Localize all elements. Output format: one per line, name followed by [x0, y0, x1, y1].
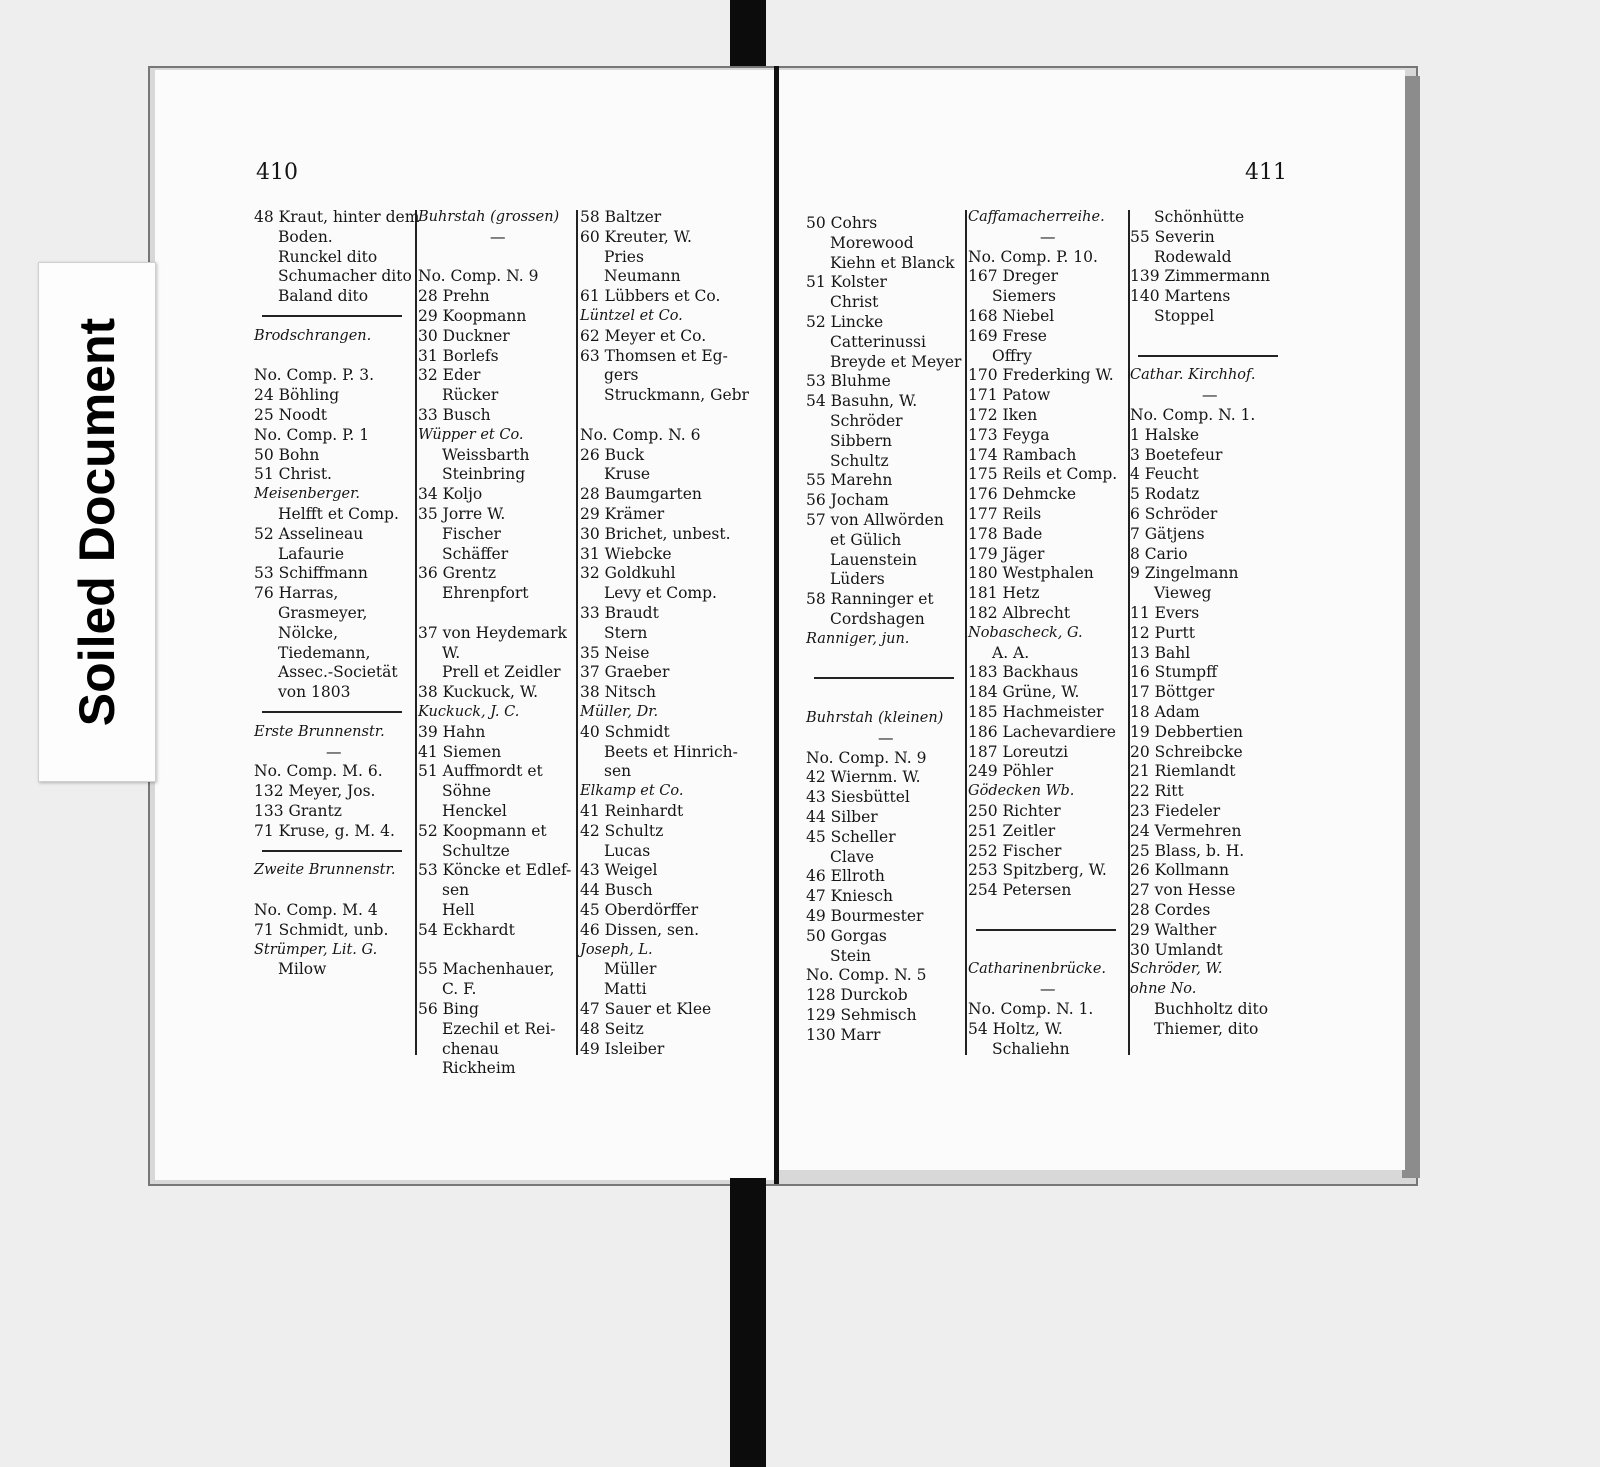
- street-heading: Buhrstah (kleinen): [806, 710, 944, 726]
- street-heading: ohne No.: [1130, 981, 1197, 998]
- directory-entry: Christ: [830, 293, 879, 312]
- left-page-number: 410: [256, 160, 298, 185]
- stamp-label: Soiled Document: [69, 317, 125, 727]
- directory-entry: 53 Schiffmann: [254, 564, 368, 583]
- directory-entry: 41 Siemen: [418, 742, 502, 761]
- directory-entry: Ehrenpfort: [442, 584, 529, 603]
- directory-entry: 60 Kreuter, W.: [580, 227, 692, 246]
- directory-entry: gers: [604, 366, 639, 385]
- directory-entry: A. A.: [992, 643, 1030, 662]
- directory-entry: 252 Fischer: [968, 841, 1062, 860]
- directory-entry: 37 von Heydemark: [418, 623, 567, 642]
- directory-entry: 54 Eckhardt: [418, 920, 515, 939]
- directory-entry: Schaliehn: [992, 1039, 1070, 1058]
- directory-entry: Matti: [604, 980, 647, 999]
- directory-entry: 33 Braudt: [580, 604, 659, 622]
- directory-entry: Buchholtz dito: [1154, 1000, 1269, 1018]
- directory-entry: 171 Patow: [968, 386, 1051, 405]
- directory-entry: 128 Durckob: [806, 986, 908, 1005]
- street-heading: Zweite Brunnenstr.: [254, 862, 396, 879]
- section-divider: [262, 711, 402, 713]
- directory-entry: —: [490, 227, 506, 246]
- directory-entry: 185 Hachmeister: [968, 703, 1104, 721]
- directory-entry: 184 Grüne, W.: [968, 683, 1080, 702]
- directory-entry: 181 Hetz: [968, 584, 1040, 603]
- directory-entry: 180 Westphalen: [968, 564, 1094, 583]
- directory-entry: 50 Gorgas: [806, 926, 887, 945]
- directory-entry: 61 Lübbers et Co.: [580, 287, 721, 306]
- column-rule: [576, 210, 578, 1055]
- street-heading: Ranniger, jun.: [806, 630, 910, 647]
- directory-entry: 11 Evers: [1130, 604, 1200, 622]
- section-divider: [976, 929, 1116, 931]
- directory-entry: 26 Buck: [580, 445, 645, 464]
- directory-entry: Vieweg: [1154, 584, 1212, 603]
- directory-entry: Offry: [992, 346, 1032, 365]
- directory-entry: Schultz: [830, 451, 889, 470]
- directory-entry: sen: [604, 762, 632, 781]
- street-heading: Meisenberger.: [254, 486, 361, 503]
- directory-entry: 3 Boetefeur: [1130, 445, 1223, 464]
- directory-entry: 13 Bahl: [1130, 643, 1191, 662]
- directory-entry: 250 Richter: [968, 802, 1061, 820]
- directory-entry: 174 Rambach: [968, 445, 1077, 464]
- directory-entry: 47 Sauer et Klee: [580, 1000, 712, 1018]
- directory-entry: Stoppel: [1154, 307, 1215, 325]
- directory-entry: No. Comp. P. 1: [254, 425, 370, 444]
- directory-entry: 29 Koopmann: [418, 307, 527, 325]
- directory-entry: —: [326, 742, 342, 761]
- directory-entry: 44 Silber: [806, 808, 878, 826]
- directory-entry: 24 Böhling: [254, 386, 340, 405]
- directory-entry: No. Comp. P. 10.: [968, 247, 1098, 266]
- street-heading: Joseph, L.: [580, 941, 653, 958]
- directory-entry: 8 Cario: [1130, 544, 1188, 563]
- directory-entry: 16 Stumpff: [1130, 663, 1218, 682]
- directory-entry: Nölcke,: [278, 623, 339, 642]
- directory-entry: Cordshagen: [830, 610, 925, 628]
- street-heading: Kuckuck, J. C.: [418, 704, 520, 720]
- directory-entry: 133 Grantz: [254, 802, 342, 820]
- directory-entry: 50 Cohrs: [806, 214, 878, 232]
- section-divider: [262, 850, 402, 852]
- directory-entry: 18 Adam: [1130, 703, 1200, 721]
- directory-entry: No. Comp. P. 3.: [254, 366, 375, 385]
- directory-entry: 176 Dehmcke: [968, 485, 1077, 504]
- directory-entry: 53 Bluhme: [806, 372, 891, 391]
- directory-entry: Thiemer, dito: [1154, 1019, 1259, 1038]
- directory-entry: 49 Bourmester: [806, 907, 924, 925]
- directory-entry: Lüders: [830, 570, 885, 589]
- right-page-number: 411: [1245, 160, 1287, 185]
- soiled-document-stamp: [38, 262, 156, 782]
- book-gutter: [774, 66, 779, 1184]
- directory-entry: 51 Christ.: [254, 465, 332, 484]
- directory-entry: Assec.-Societät: [278, 663, 398, 682]
- directory-entry: Clave: [830, 847, 874, 866]
- directory-entry: et Gülich: [830, 530, 902, 549]
- directory-entry: 173 Feyga: [968, 425, 1050, 444]
- street-heading: Strümper, Lit. G.: [254, 941, 378, 958]
- directory-entry: Söhne: [442, 782, 492, 801]
- directory-entry: 30 Brichet, unbest.: [580, 524, 731, 543]
- directory-entry: No. Comp. N. 1.: [968, 1000, 1094, 1018]
- directory-entry: 24 Vermehren: [1130, 821, 1242, 840]
- directory-entry: sen: [442, 881, 470, 900]
- directory-entry: 63 Thomsen et Eg-: [580, 346, 728, 365]
- directory-entry: Levy et Comp.: [604, 584, 717, 603]
- directory-entry: Kruse: [604, 465, 651, 484]
- directory-entry: Sibbern: [830, 431, 892, 450]
- bookmark-ribbon-bottom: [730, 1178, 766, 1467]
- directory-entry: 52 Lincke: [806, 313, 884, 331]
- directory-entry: 48 Kraut, hinter dem: [254, 208, 420, 226]
- directory-entry: 25 Noodt: [254, 406, 328, 424]
- directory-entry: Tiedemann,: [278, 643, 371, 662]
- directory-entry: 29 Walther: [1130, 920, 1217, 939]
- directory-entry: 172 Iken: [968, 406, 1038, 424]
- directory-entry: 57 von Allwörden: [806, 511, 944, 529]
- directory-entry: 175 Reils et Comp.: [968, 465, 1118, 484]
- directory-entry: 31 Wiebcke: [580, 544, 672, 563]
- directory-entry: 32 Goldkuhl: [580, 564, 676, 583]
- directory-entry: Kiehn et Blanck: [830, 253, 955, 272]
- directory-entry: 76 Harras,: [254, 584, 339, 603]
- directory-entry: 31 Borlefs: [418, 346, 499, 365]
- directory-entry: 177 Reils: [968, 505, 1042, 523]
- directory-entry: Siemers: [992, 287, 1056, 306]
- column-rule: [965, 210, 967, 1055]
- directory-entry: Ezechil et Rei-: [442, 1019, 556, 1038]
- directory-entry: 167 Dreger: [968, 267, 1059, 286]
- directory-entry: 187 Loreutzi: [968, 742, 1069, 761]
- directory-entry: Catterinussi: [830, 332, 926, 351]
- directory-entry: 251 Zeitler: [968, 821, 1056, 840]
- directory-entry: 71 Kruse, g. M. 4.: [254, 821, 395, 840]
- street-heading: Brodschrangen.: [254, 327, 372, 344]
- directory-entry: Neumann: [604, 267, 681, 286]
- directory-entry: 38 Kuckuck, W.: [418, 683, 539, 702]
- directory-entry: 45 Oberdörffer: [580, 901, 699, 919]
- directory-entry: 26 Kollmann: [1130, 861, 1229, 880]
- directory-entry: 17 Böttger: [1130, 683, 1215, 702]
- directory-entry: 49 Isleiber: [580, 1039, 665, 1058]
- directory-entry: Baland dito: [278, 287, 369, 306]
- street-heading: Nobascheck, G.: [968, 624, 1083, 641]
- directory-entry: 182 Albrecht: [968, 604, 1071, 622]
- directory-entry: 35 Jorre W.: [418, 505, 506, 523]
- directory-entry: 7 Gätjens: [1130, 524, 1205, 543]
- directory-entry: von 1803: [278, 683, 351, 702]
- directory-entry: Schröder: [830, 412, 903, 430]
- directory-entry: 4 Feucht: [1130, 465, 1199, 484]
- directory-entry: Runckel dito: [278, 247, 378, 266]
- directory-entry: C. F.: [442, 980, 477, 999]
- street-heading: Elkamp et Co.: [580, 783, 684, 800]
- directory-entry: 33 Busch: [418, 406, 491, 424]
- directory-entry: Grasmeyer,: [278, 604, 368, 622]
- directory-entry: Lafaurie: [278, 544, 345, 563]
- directory-entry: 253 Spitzberg, W.: [968, 861, 1107, 880]
- directory-entry: W.: [442, 643, 461, 662]
- directory-entry: Rickheim: [442, 1059, 516, 1078]
- directory-entry: 55 Machenhauer,: [418, 960, 555, 979]
- directory-entry: Rodewald: [1154, 247, 1232, 266]
- street-heading: Cathar. Kirchhof.: [1130, 367, 1256, 384]
- directory-entry: 58 Ranninger et: [806, 590, 934, 609]
- directory-entry: —: [878, 728, 894, 747]
- directory-entry: 56 Bing: [418, 1000, 479, 1018]
- directory-entry: Breyde et Meyer: [830, 352, 962, 371]
- directory-entry: —: [1040, 227, 1056, 246]
- directory-entry: Rücker: [442, 386, 499, 405]
- directory-entry: 249 Pöhler: [968, 762, 1054, 781]
- directory-entry: 54 Holtz, W.: [968, 1019, 1063, 1038]
- directory-entry: 29 Krämer: [580, 505, 665, 523]
- directory-entry: Pries: [604, 247, 644, 266]
- directory-entry: 38 Nitsch: [580, 683, 657, 702]
- directory-entry: Stein: [830, 946, 871, 965]
- directory-entry: 130 Marr: [806, 1025, 881, 1044]
- directory-entry: Schumacher dito: [278, 267, 412, 286]
- directory-entry: 52 Asselineau: [254, 524, 364, 543]
- directory-entry: 45 Scheller: [806, 827, 896, 846]
- directory-entry: 140 Martens: [1130, 287, 1231, 306]
- directory-entry: 40 Schmidt: [580, 722, 670, 741]
- directory-entry: 55 Marehn: [806, 471, 893, 490]
- directory-entry: 34 Koljo: [418, 485, 483, 504]
- directory-entry: 1 Halske: [1130, 425, 1200, 444]
- directory-entry: Prell et Zeidler: [442, 663, 561, 682]
- directory-entry: No. Comp. M. 4: [254, 901, 378, 919]
- directory-entry: 39 Hahn: [418, 722, 486, 741]
- directory-entry: 48 Seitz: [580, 1019, 644, 1038]
- directory-entry: 168 Niebel: [968, 307, 1055, 325]
- directory-entry: 27 von Hesse: [1130, 881, 1236, 900]
- directory-entry: 129 Sehmisch: [806, 1006, 917, 1024]
- directory-entry: Milow: [278, 960, 327, 979]
- street-heading: Buhrstah (grossen): [418, 209, 560, 225]
- directory-entry: 44 Busch: [580, 881, 653, 900]
- directory-entry: 52 Koopmann et: [418, 821, 547, 840]
- street-heading: Catharinenbrücke.: [968, 961, 1107, 978]
- directory-entry: Beets et Hinrich-: [604, 742, 738, 761]
- directory-entry: 51 Auffmordt et: [418, 762, 543, 781]
- street-heading: Erste Brunnenstr.: [254, 723, 385, 740]
- directory-entry: 254 Petersen: [968, 881, 1072, 900]
- directory-entry: No. Comp. M. 6.: [254, 762, 383, 781]
- directory-entry: 169 Frese: [968, 326, 1047, 345]
- directory-entry: Hell: [442, 901, 475, 919]
- directory-entry: 28 Baumgarten: [580, 485, 702, 504]
- directory-entry: 178 Bade: [968, 524, 1043, 543]
- directory-entry: Steinbring: [442, 465, 526, 484]
- directory-entry: No. Comp. N. 6: [580, 425, 701, 444]
- directory-entry: 6 Schröder: [1130, 505, 1218, 523]
- street-heading: Gödecken Wb.: [968, 783, 1075, 800]
- directory-entry: Stern: [604, 623, 648, 642]
- directory-entry: 42 Wiernm. W.: [806, 768, 921, 787]
- directory-entry: 19 Debbertien: [1130, 722, 1244, 741]
- directory-entry: 43 Siesbüttel: [806, 788, 910, 807]
- directory-entry: Lauenstein: [830, 550, 917, 569]
- directory-entry: 179 Jäger: [968, 544, 1045, 563]
- directory-entry: 25 Blass, b. H.: [1130, 841, 1245, 860]
- directory-entry: 62 Meyer et Co.: [580, 326, 707, 345]
- directory-entry: Henckel: [442, 802, 507, 820]
- street-heading: Wüpper et Co.: [418, 426, 524, 443]
- directory-entry: 54 Basuhn, W.: [806, 392, 918, 411]
- directory-entry: Schultze: [442, 841, 510, 860]
- street-heading: Lüntzel et Co.: [580, 308, 683, 324]
- directory-entry: 28 Prehn: [418, 287, 490, 306]
- directory-entry: 41 Reinhardt: [580, 802, 684, 820]
- directory-entry: 186 Lachevardiere: [968, 722, 1116, 741]
- directory-entry: Fischer: [442, 524, 501, 543]
- directory-entry: No. Comp. N. 9: [806, 748, 927, 767]
- directory-entry: No. Comp. N. 5: [806, 966, 927, 985]
- directory-entry: Schönhütte: [1154, 208, 1245, 226]
- directory-entry: 46 Ellroth: [806, 867, 885, 886]
- directory-entry: 28 Cordes: [1130, 901, 1211, 919]
- directory-entry: 21 Riemlandt: [1130, 762, 1236, 781]
- directory-entry: Helfft et Comp.: [278, 505, 399, 523]
- directory-entry: 12 Purtt: [1130, 623, 1195, 642]
- directory-entry: 32 Eder: [418, 366, 481, 385]
- directory-entry: No. Comp. N. 1.: [1130, 406, 1256, 424]
- directory-entry: Lucas: [604, 841, 651, 860]
- section-divider: [262, 315, 402, 317]
- directory-entry: 46 Dissen, sen.: [580, 920, 699, 939]
- directory-entry: 5 Rodatz: [1130, 485, 1200, 504]
- directory-entry: 22 Ritt: [1130, 782, 1184, 801]
- directory-entry: 43 Weigel: [580, 861, 658, 880]
- directory-entry: Müller: [604, 960, 657, 979]
- street-heading: Caffamacherreihe.: [968, 209, 1105, 225]
- directory-entry: 30 Duckner: [418, 326, 510, 345]
- directory-entry: —: [1040, 980, 1056, 999]
- section-divider: [814, 677, 954, 679]
- directory-entry: 183 Backhaus: [968, 663, 1079, 682]
- directory-entry: chenau: [442, 1039, 500, 1058]
- directory-entry: Morewood: [830, 233, 914, 252]
- directory-entry: No. Comp. N. 9: [418, 267, 539, 286]
- street-heading: Schröder, W.: [1130, 961, 1223, 978]
- directory-entry: 36 Grentz: [418, 564, 496, 583]
- directory-entry: Schäffer: [442, 544, 509, 563]
- directory-entry: 170 Frederking W.: [968, 366, 1114, 385]
- directory-entry: 53 Köncke et Edlef-: [418, 861, 572, 880]
- street-heading: Müller, Dr.: [580, 704, 659, 720]
- directory-entry: 55 Severin: [1130, 227, 1215, 246]
- directory-entry: 20 Schreibcke: [1130, 742, 1243, 761]
- directory-entry: 56 Jocham: [806, 491, 889, 510]
- directory-entry: 23 Fiedeler: [1130, 802, 1221, 820]
- directory-entry: 51 Kolster: [806, 273, 887, 292]
- column-rule: [415, 210, 417, 1055]
- directory-entry: Struckmann, Gebr: [604, 386, 749, 405]
- directory-entry: 71 Schmidt, unb.: [254, 920, 389, 939]
- directory-entry: 42 Schultz: [580, 821, 664, 840]
- directory-entry: 47 Kniesch: [806, 887, 893, 906]
- directory-entry: 132 Meyer, Jos.: [254, 782, 376, 801]
- directory-entry: 37 Graeber: [580, 663, 670, 682]
- directory-entry: Boden.: [278, 227, 333, 246]
- directory-entry: 30 Umlandt: [1130, 940, 1223, 959]
- section-divider: [1138, 355, 1278, 357]
- directory-entry: 58 Baltzer: [580, 208, 662, 226]
- directory-entry: 50 Bohn: [254, 445, 320, 464]
- directory-entry: —: [1202, 386, 1218, 405]
- directory-entry: 9 Zingelmann: [1130, 564, 1239, 583]
- directory-entry: 35 Neise: [580, 643, 650, 662]
- directory-entry: Weissbarth: [442, 445, 530, 464]
- directory-entry: 139 Zimmermann: [1130, 267, 1271, 286]
